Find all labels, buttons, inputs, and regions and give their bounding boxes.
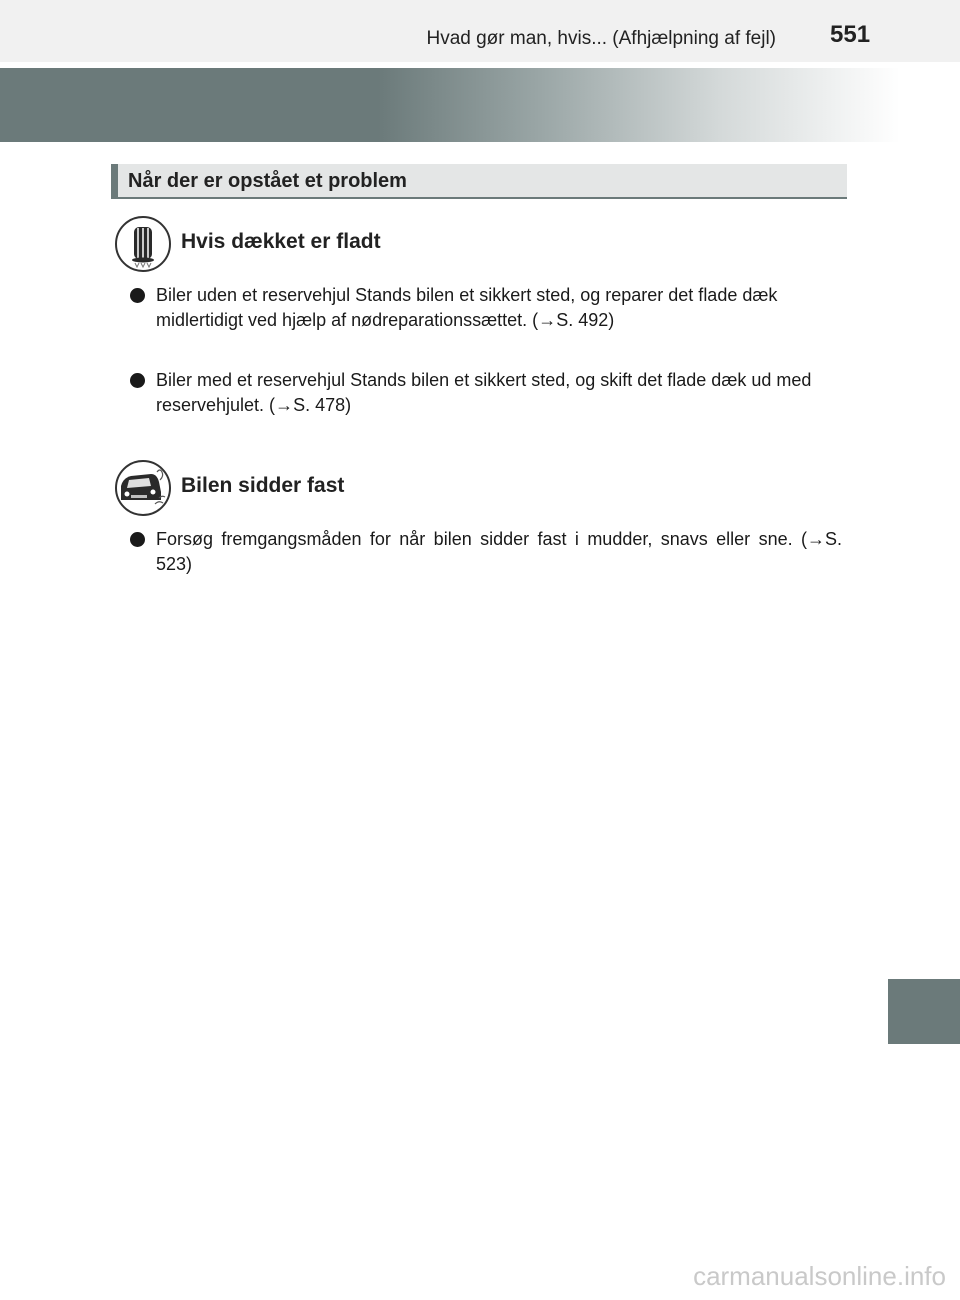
chapter-banner (0, 68, 900, 142)
bullet-heading: Biler uden et reservehjul (156, 285, 351, 305)
section-title: Når der er opstået et problem (128, 170, 407, 192)
bullet-heading: Biler med et reservehjul (156, 370, 346, 390)
page-header (0, 0, 960, 62)
topic-title: Bilen sidder fast (181, 474, 345, 497)
chapter-tab (888, 979, 960, 1044)
list-item (130, 283, 842, 333)
page-reference-link[interactable]: S. 523) (156, 529, 842, 574)
page-reference-link[interactable]: S. 492) (556, 310, 615, 330)
flat-tire-icon (115, 216, 171, 272)
arrow-icon: → (538, 310, 557, 330)
bullet-text: Stands bilen et sikkert sted, og reparer det flade dæk midlertidigt ved hjælp af nødreparationssættet. ( (156, 285, 778, 330)
arrow-icon: → (806, 529, 825, 549)
list-item (130, 368, 842, 418)
bullet-icon (130, 532, 145, 547)
page-number: 551 (830, 21, 871, 48)
watermark: carmanualsonline.info (693, 1261, 946, 1291)
stuck-car-icon (115, 460, 171, 516)
page-reference-link[interactable]: S. 478) (293, 395, 352, 415)
list-item (130, 527, 842, 577)
topic-title: Hvis dækket er fladt (181, 230, 381, 253)
bullet-text: Stands bilen et sikkert sted, og skift det flade dæk ud med reservehjulet. ( (156, 370, 812, 415)
bullet-icon (130, 373, 145, 388)
section-header (111, 164, 847, 199)
bullet-text: Forsøg fremgangsmåden for når bilen sidder fast i mudder, snavs eller sne. ( (156, 529, 807, 549)
arrow-icon: → (275, 395, 294, 415)
chapter-title: Hvad gør man, hvis... (Afhjælpning af fejl) (426, 28, 776, 49)
bullet-icon (130, 288, 145, 303)
